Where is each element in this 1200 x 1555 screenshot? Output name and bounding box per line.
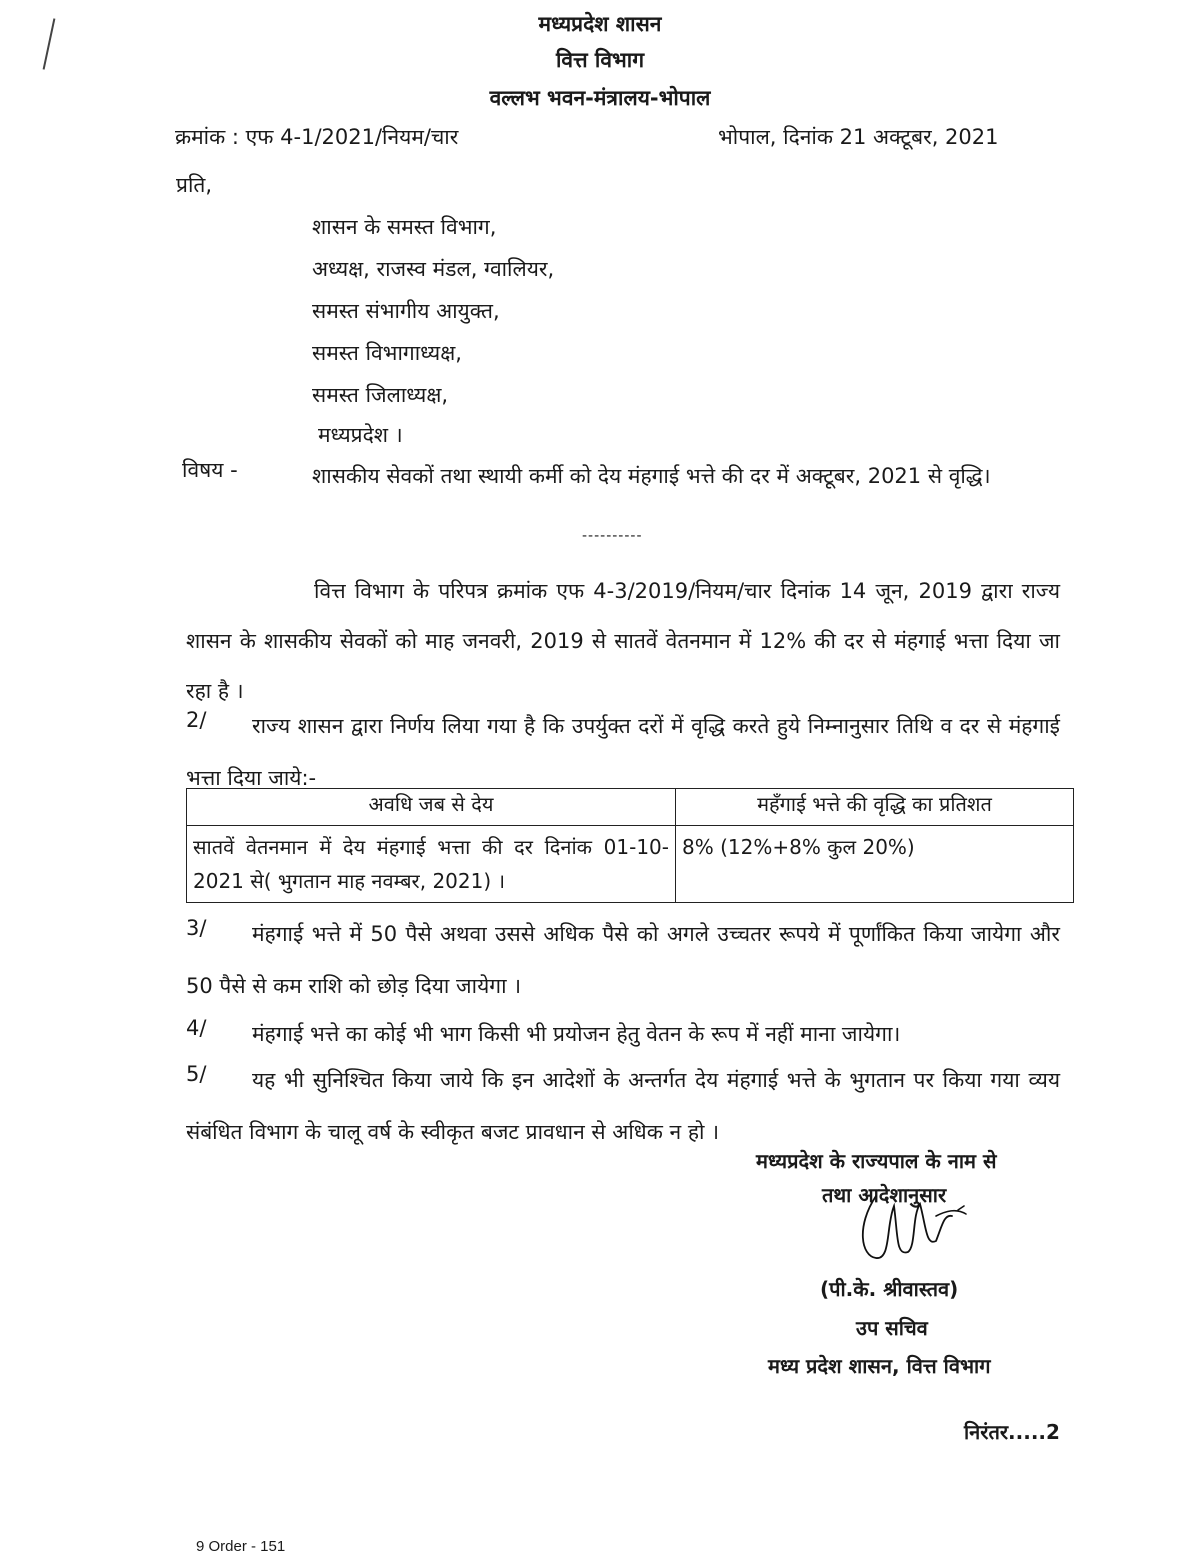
signature-order-line: तथा आदेशानुसार: [822, 1183, 947, 1207]
addressee-line: शासन के समस्त विभाग,: [312, 215, 497, 239]
paragraph-5: यह भी सुनिश्चित किया जाये कि इन आदेशों के अन्तर्गत देय मंहगाई भत्ते के भुगतान पर किया गया व्यय संबंधित विभाग के चालू वर्ष के स्वीकृत बजट प्रावधान से अधिक न हो ।: [186, 1068, 1060, 1144]
subject-label: विषय -: [182, 458, 238, 482]
footer-label: 9 Order - 151: [196, 1538, 286, 1555]
paragraph-number: 2/: [186, 708, 207, 732]
addressee-line: मध्यप्रदेश ।: [318, 423, 403, 447]
addressee-line: अध्यक्ष, राजस्व मंडल, ग्वालियर,: [312, 257, 555, 281]
addressee-line: समस्त संभागीय आयुक्त,: [312, 299, 500, 323]
paragraph-number: 5/: [186, 1062, 207, 1086]
paragraph-1: वित्त विभाग के परिपत्र क्रमांक एफ 4-3/2019/नियम/चार दिनांक 14 जून, 2019 द्वारा राज्य शासन के शासकीय सेवकों को माह जनवरी, 2019 से सातवें वेतनमान में 12% की दर से मंहगाई भत्ता दिया जा रहा है ।: [186, 579, 1060, 703]
table-header-cell: अवधि जब से देय: [187, 789, 676, 826]
subject-text: शासकीय सेवकों तथा स्थायी कर्मी को देय मंहगाई भत्ते की दर में अक्टूबर, 2021 से वृद्धि।: [312, 464, 991, 488]
reference-number: क्रमांक : एफ 4-1/2021/नियम/चार: [175, 125, 459, 149]
header-government: मध्यप्रदेश शासन: [538, 12, 662, 36]
paragraph-4: मंहगाई भत्ते का कोई भी भाग किसी भी प्रयोजन हेतु वेतन के रूप में नहीं माना जायेगा।: [252, 1022, 901, 1046]
table-header-cell: महँगाई भत्ते की वृद्धि का प्रतिशत: [676, 789, 1074, 826]
signature-authority-line: मध्यप्रदेश के राज्यपाल के नाम से: [756, 1149, 997, 1173]
signatory-office: मध्य प्रदेश शासन, वित्त विभाग: [768, 1354, 991, 1378]
paragraph-3: मंहगाई भत्ते में 50 पैसे अथवा उससे अधिक पैसे को अगले उच्चतर रूपये में पूर्णांकित किया जायेगा और 50 पैसे से कम राशि को छोड़ दिया जायेगा ।: [186, 922, 1060, 998]
signatory-designation: उप सचिव: [856, 1316, 928, 1340]
paragraph-number: 3/: [186, 916, 207, 940]
paragraph-2: राज्य शासन द्वारा निर्णय लिया गया है कि उपर्युक्त दरों में वृद्धि करते हुये निम्नानुसार तिथि व दर से मंहगाई भत्ता दिया जाये:-: [186, 714, 1060, 790]
table-cell-period: सातवें वेतनमान में देय मंहगाई भत्ता की दर दिनांक 01-10-2021 से( भुगतान माह नवम्बर, 2021) ।: [187, 826, 676, 903]
reference-date: भोपाल, दिनांक 21 अक्टूबर, 2021: [718, 125, 999, 149]
addressee-line: समस्त विभागाध्यक्ष,: [312, 341, 462, 365]
table-cell-percentage: 8% (12%+8% कुल 20%): [676, 826, 1074, 903]
header-address: वल्लभ भवन-मंत्रालय-भोपाल: [489, 86, 711, 110]
separator-line: ----------: [582, 528, 643, 544]
da-rate-table: [186, 788, 1074, 903]
signatory-name: (पी.के. श्रीवास्तव): [820, 1277, 959, 1301]
handwritten-signature: [846, 1186, 986, 1276]
addressee-line: समस्त जिलाध्यक्ष,: [312, 383, 449, 407]
table-header-row: [187, 789, 1074, 826]
continued-marker: निरंतर.....2: [964, 1420, 1060, 1444]
header-department: वित्त विभाग: [555, 48, 645, 72]
paragraph-number: 4/: [186, 1016, 207, 1040]
addressee-prefix: प्रति,: [176, 173, 213, 197]
table-row: [187, 826, 1074, 903]
